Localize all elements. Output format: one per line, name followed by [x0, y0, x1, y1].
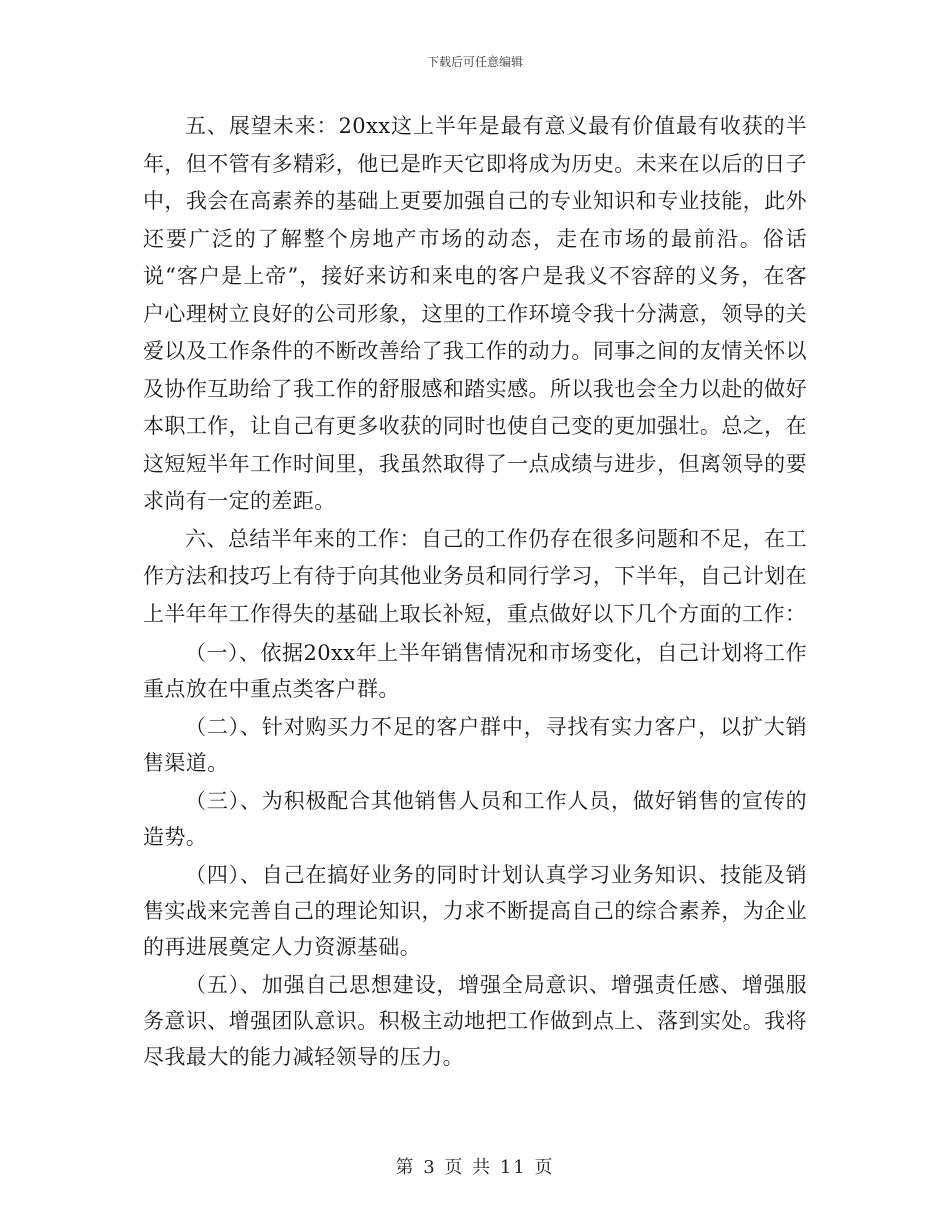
- paragraph-item-4: （四）、自己在搞好业务的同时计划认真学习业务知识、技能及销售实战来完善自己的理论知识，力求不断提高自己的综合素养，为企业的再进展奠定人力资源基础。: [143, 863, 807, 959]
- paragraph-item-5: （五）、加强自己思想建设，增强全局意识、增强责任感、增强服务意识、增强团队意识。积极主动地把工作做到点上、落到实处。我将尽我最大的能力减轻领导的压力。: [143, 973, 807, 1069]
- paragraph-outlook: 五、展望未来：20xx这上半年是最有意义最有价值最有收获的半年，但不管有多精彩，他已是昨天它即将成为历史。未来在以后的日子中，我会在高素养的基础上更要加强自己的专业知识和专业技能，此外还要广泛的了解整个房地产市场的动态，走在市场的最前沿。俗话说“客户是上帝”，接好来访和来电的客户是我义不容辞的义务，在客户心理树立良好的公司形象，这里的工作环境令我十分满意，领导的关爱以及工作条件的不断改善给了我工作的动力。同事之间的友情关怀以及协作互助给了我工作的舒服感和踏实感。所以我也会全力以赴的做好本职工作，让自己有更多收获的同时也使自己变的更加强壮。总之，在这短短半年工作时间里，我虽然取得了一点成绩与进步，但离领导的要求尚有一定的差距。: [143, 114, 807, 513]
- paragraph-summary: 六、总结半年来的工作：自己的工作仍存在很多问题和不足，在工作方法和技巧上有待于向其他业务员和同行学习，下半年，自己计划在上半年年工作得失的基础上取长补短，重点做好以下几个方面的工作：: [143, 526, 807, 626]
- paragraph-item-2: （二）、针对购买力不足的客户群中，寻找有实力客户，以扩大销售渠道。: [143, 715, 807, 775]
- header-note: 下载后可任意编辑: [426, 55, 523, 69]
- document-body: [143, 108, 807, 1075]
- paragraph-item-3: （三）、为积极配合其他销售人员和工作人员，做好销售的宣传的造势。: [143, 789, 807, 849]
- paragraph-item-1: （一）、依据20xx年上半年销售情况和市场变化，自己计划将工作重点放在中重点类客户群。: [143, 641, 807, 701]
- page-number: 第 3 页 共 11 页: [395, 1157, 555, 1178]
